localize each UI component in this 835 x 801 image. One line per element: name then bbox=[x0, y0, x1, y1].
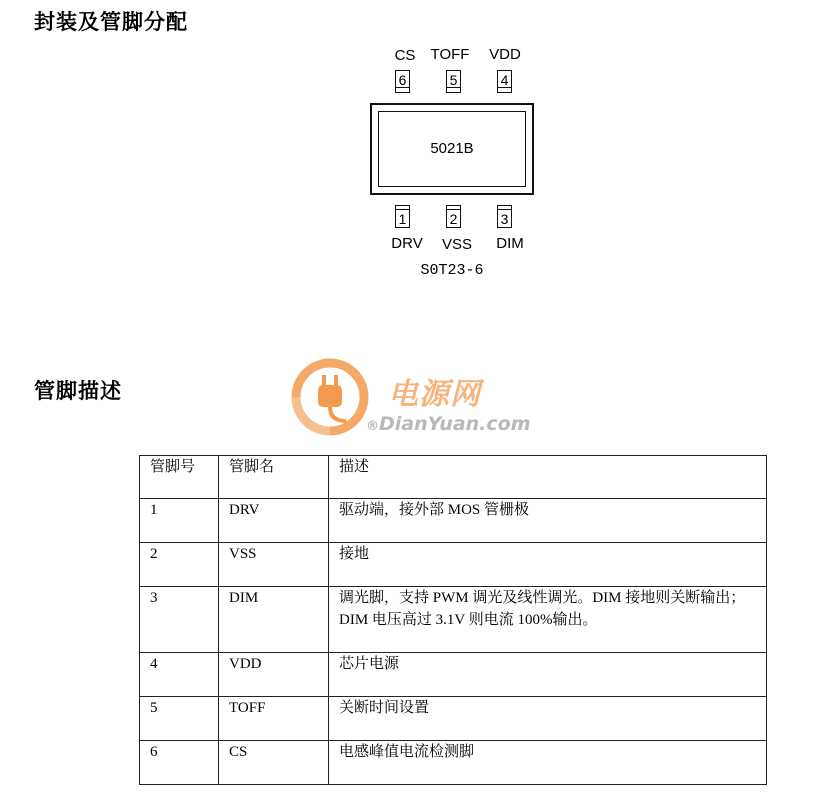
pin-number: 5 bbox=[449, 72, 458, 88]
table-row bbox=[140, 587, 767, 653]
chip-body bbox=[370, 103, 534, 195]
package-name: S0T23-6 bbox=[420, 262, 484, 279]
cell-description: 关断时间设置 bbox=[329, 697, 767, 741]
pin-label-cs: CS bbox=[394, 47, 416, 64]
cell-pin-number: 6 bbox=[140, 741, 219, 785]
pin-4-lead bbox=[497, 70, 512, 93]
pin-6-lead bbox=[395, 70, 410, 93]
pin-description-heading: 管脚描述 bbox=[34, 379, 122, 403]
cell-pin-number: 3 bbox=[140, 587, 219, 653]
pin-label-vss: VSS bbox=[441, 236, 472, 253]
cell-pin-name: DIM bbox=[219, 587, 329, 653]
cell-description: 芯片电源 bbox=[329, 653, 767, 697]
pin-description-table bbox=[139, 455, 767, 785]
chip-name: 5021B bbox=[430, 140, 474, 157]
pin-2-lead bbox=[446, 205, 461, 228]
pin-label-toff: TOFF bbox=[430, 46, 470, 63]
pin-label-vdd: VDD bbox=[489, 46, 521, 63]
pin-label-dim: DIM bbox=[496, 235, 524, 252]
pin-number: 1 bbox=[398, 211, 407, 227]
pin-1-lead bbox=[395, 205, 410, 228]
watermark-url: DianYuan.com bbox=[379, 413, 531, 435]
cell-description: 电感峰值电流检测脚 bbox=[329, 741, 767, 785]
cell-pin-number: 2 bbox=[140, 543, 219, 587]
cell-pin-number: 4 bbox=[140, 653, 219, 697]
cell-description: 接地 bbox=[329, 543, 767, 587]
watermark-cn-text: 电源网 bbox=[388, 377, 481, 412]
cell-pin-name: DRV bbox=[219, 499, 329, 543]
cell-description: 驱动端，接外部 MOS 管栅极 bbox=[329, 499, 767, 543]
pin-number: 4 bbox=[500, 72, 509, 88]
cell-pin-name: VSS bbox=[219, 543, 329, 587]
table-row bbox=[140, 499, 767, 543]
package-heading: 封装及管脚分配 bbox=[34, 10, 188, 34]
pin-5-lead bbox=[446, 70, 461, 93]
cell-pin-number: 5 bbox=[140, 697, 219, 741]
table-row bbox=[140, 741, 767, 785]
table-row bbox=[140, 653, 767, 697]
pin-label-drv: DRV bbox=[391, 235, 423, 252]
chip-inner-outline bbox=[378, 111, 526, 187]
pin-3-lead bbox=[497, 205, 512, 228]
cell-pin-name: TOFF bbox=[219, 697, 329, 741]
cell-pin-number: 1 bbox=[140, 499, 219, 543]
cell-pin-name: VDD bbox=[219, 653, 329, 697]
pin-number: 2 bbox=[449, 211, 458, 227]
table-header-row bbox=[140, 456, 767, 499]
table-row bbox=[140, 697, 767, 741]
pin-number: 3 bbox=[500, 211, 509, 227]
registered-mark: ® bbox=[366, 419, 379, 434]
dianyuan-watermark bbox=[288, 355, 558, 445]
cell-description: 调光脚，支持 PWM 调光及线性调光。DIM 接地则关断输出；DIM 电压高过 3.1V 则电流 100%输出。 bbox=[329, 587, 767, 653]
table-row bbox=[140, 543, 767, 587]
cell-pin-name: CS bbox=[219, 741, 329, 785]
pinout-diagram bbox=[0, 0, 835, 300]
header-pin-number: 管脚号 bbox=[140, 456, 219, 499]
header-description: 描述 bbox=[329, 456, 767, 499]
plug-icon bbox=[288, 355, 378, 445]
watermark-en-text bbox=[366, 413, 531, 435]
header-pin-name: 管脚名 bbox=[219, 456, 329, 499]
pin-number: 6 bbox=[398, 72, 407, 88]
